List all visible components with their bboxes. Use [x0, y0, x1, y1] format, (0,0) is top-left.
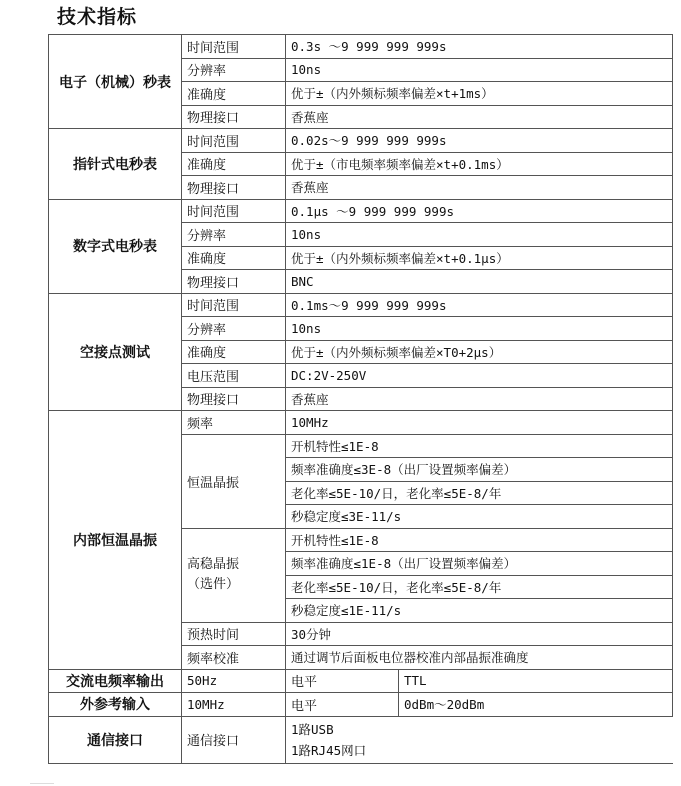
page-title: 技术指标: [57, 6, 138, 28]
section-name: 数字式电秒表: [49, 199, 182, 293]
param-value: [286, 716, 673, 763]
section-name: 空接点测试: [49, 293, 182, 411]
param-label: 物理接口: [182, 270, 286, 294]
param-label: 通信接口: [182, 716, 286, 763]
table-row: [49, 693, 673, 717]
param-value-line: 1路RJ45网口: [291, 742, 367, 758]
param-label: 分辨率: [182, 317, 286, 341]
param-label: 频率: [182, 411, 286, 435]
param-label: 时间范围: [182, 129, 286, 153]
divider: [30, 783, 54, 784]
param-label: 分辨率: [182, 58, 286, 82]
param-value-line: 1路USB: [291, 721, 334, 737]
param-label: 准确度: [182, 152, 286, 176]
param-value: 30分钟: [286, 622, 673, 646]
param-label: [182, 528, 286, 622]
param-value: 频率准确度≤1E-8（出厂设置频率偏差）: [286, 552, 673, 576]
param-value: 开机特性≤1E-8: [286, 528, 673, 552]
param-value: 10MHz: [286, 411, 673, 435]
param-value: 0.02s～9 999 999 999s: [286, 129, 673, 153]
param-label-line: 高稳晶振: [187, 557, 240, 572]
param-label-line: （选件）: [187, 577, 240, 592]
param-value: 0.1μs ～9 999 999 999s: [286, 199, 673, 223]
param-label: 恒温晶振: [182, 434, 286, 528]
section-name: 电子（机械）秒表: [49, 35, 182, 129]
table-row: [49, 293, 673, 317]
param-value: 香蕉座: [286, 105, 673, 129]
param-value: 频率准确度≤3E-8（出厂设置频率偏差）: [286, 458, 673, 482]
param-label: 分辨率: [182, 223, 286, 247]
param-label: 时间范围: [182, 293, 286, 317]
param-value: 香蕉座: [286, 387, 673, 411]
param-value: 10ns: [286, 58, 673, 82]
table-row: [49, 411, 673, 435]
param-value: 优于±（内外频标频率偏差×t+1ms）: [286, 82, 673, 106]
table-row: [49, 199, 673, 223]
param-value: 老化率≤5E-10/日，老化率≤5E-8/年: [286, 481, 673, 505]
param-label: 物理接口: [182, 176, 286, 200]
table-row: [49, 129, 673, 153]
param-label: 电平: [286, 669, 399, 693]
param-value: 10ns: [286, 223, 673, 247]
section-name: 外参考输入: [49, 693, 182, 717]
param-value: 香蕉座: [286, 176, 673, 200]
param-label: 频率校准: [182, 646, 286, 670]
table-row: [49, 35, 673, 59]
section-name: 内部恒温晶振: [49, 411, 182, 670]
param-value: 优于±（内外频标频率偏差×t+0.1μs）: [286, 246, 673, 270]
param-value: 开机特性≤1E-8: [286, 434, 673, 458]
param-label: 时间范围: [182, 199, 286, 223]
section-name: 指针式电秒表: [49, 129, 182, 200]
section-name: 通信接口: [49, 716, 182, 763]
table-row: [49, 669, 673, 693]
param-label: 电压范围: [182, 364, 286, 388]
param-value: 通过调节后面板电位器校准内部晶振准确度: [286, 646, 673, 670]
param-value: BNC: [286, 270, 673, 294]
section-name: 交流电频率输出: [49, 669, 182, 693]
param-value: 老化率≤5E-10/日，老化率≤5E-8/年: [286, 575, 673, 599]
param-value: 10MHz: [182, 693, 286, 717]
param-value: 秒稳定度≤3E-11/s: [286, 505, 673, 529]
param-label: 预热时间: [182, 622, 286, 646]
param-value: 0.3s ～9 999 999 999s: [286, 35, 673, 59]
param-label: 物理接口: [182, 387, 286, 411]
param-value: 10ns: [286, 317, 673, 341]
spec-table: [48, 34, 673, 764]
param-label: 物理接口: [182, 105, 286, 129]
param-value: 优于±（市电频率频率偏差×t+0.1ms）: [286, 152, 673, 176]
param-value: 0dBm～20dBm: [399, 693, 673, 717]
param-value: TTL: [399, 669, 673, 693]
param-label: 电平: [286, 693, 399, 717]
table-row: [49, 716, 673, 763]
param-value: 0.1ms～9 999 999 999s: [286, 293, 673, 317]
param-value: 50Hz: [182, 669, 286, 693]
param-label: 准确度: [182, 82, 286, 106]
param-value: DC:2V-250V: [286, 364, 673, 388]
param-value: 秒稳定度≤1E-11/s: [286, 599, 673, 623]
param-label: 准确度: [182, 246, 286, 270]
param-label: 准确度: [182, 340, 286, 364]
param-value: 优于±（内外频标频率偏差×T0+2μs）: [286, 340, 673, 364]
param-label: 时间范围: [182, 35, 286, 59]
